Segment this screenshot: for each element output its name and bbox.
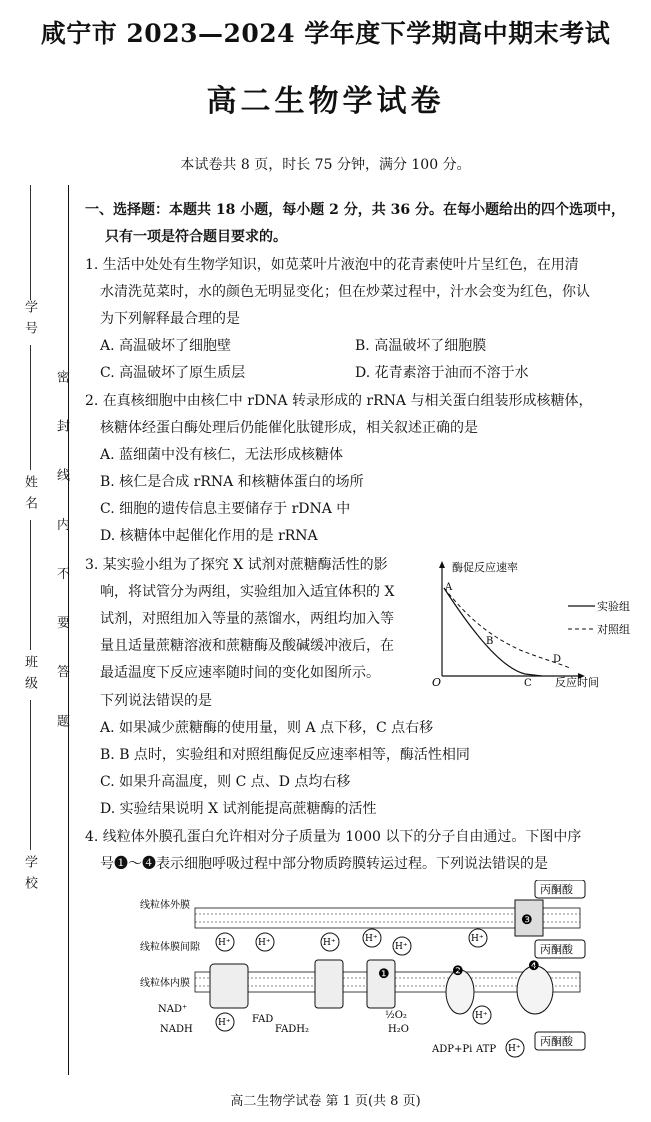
chart-origin: O: [432, 676, 442, 688]
q1-stem-3: 为下列解释最合理的是: [100, 311, 240, 327]
marker-4: ❹: [528, 959, 540, 974]
label-water: H₂O: [388, 1024, 409, 1035]
marker-1: ❶: [378, 967, 390, 982]
q4-stem-1: 4. 线粒体外膜孔蛋白允许相对分子质量为 1000 以下的分子自由通过。下图中序: [85, 829, 582, 845]
label-fad: FAD: [252, 1014, 274, 1025]
q1-option-b: B. 高温破坏了细胞膜: [355, 338, 487, 354]
page-footer: 高二生物学试卷 第 1 页(共 8 页): [230, 1094, 421, 1109]
label-xuexiao: 学 校: [22, 855, 37, 892]
label-xingming: 姓 名: [22, 475, 37, 512]
q3-option-b: B. B 点时，实验组和对照组酶促反应速率相等，酶活性相同: [100, 747, 470, 763]
label-xuehao: 学 号: [22, 300, 37, 337]
section-heading-cont: 只有一项是符合题目要求的。: [105, 229, 287, 245]
q2-option-b: B. 核仁是合成 rRNA 和核糖体蛋白的场所: [100, 474, 364, 490]
q2-stem-2: 核糖体经蛋白酶处理后仍能催化肽键形成，相关叙述正确的是: [100, 420, 478, 436]
marker-3: ❸: [521, 913, 533, 928]
proton-6: H⁺: [471, 934, 484, 944]
exam-intro: 本试卷共 8 页，时长 75 分钟，满分 100 分。: [180, 157, 471, 173]
q3-option-c: C. 如果升高温度，则 C 点、D 点均右移: [100, 774, 351, 790]
q1-option-d: D. 花青素溶于油而不溶于水: [355, 365, 529, 381]
label-inner-membrane: 线粒体内膜: [140, 978, 190, 989]
q3-option-a: A. 如果减少蔗糖酶的使用量，则 A 点下移，C 点右移: [100, 720, 434, 736]
mitochondria-transport-diagram: [140, 880, 620, 1080]
legend-experimental: 实验组: [597, 600, 630, 613]
blank-line-xingming: [30, 345, 31, 470]
marker-2: ❷: [452, 964, 464, 979]
proton-3: H⁺: [323, 938, 336, 948]
blank-line-xuehao: [30, 185, 31, 300]
point-a: A: [445, 582, 453, 593]
point-b: B: [486, 636, 494, 647]
label-nadh: NADH: [160, 1024, 193, 1035]
exam-title: 咸宁市 2023—2024 学年度下学期高中期末考试: [40, 19, 611, 48]
q3-stem-2: 响，将试管分为两组，实验组加入适宜体积的 X: [100, 584, 395, 600]
chart-xlabel: 反应时间: [555, 676, 599, 688]
q1-stem-1: 1. 生活中处处有生物学知识，如苋菜叶片液泡中的花青素使叶片呈红色，在用清: [85, 257, 579, 273]
label-nad: NAD⁺: [158, 1004, 188, 1015]
label-banji: 班 级: [22, 655, 37, 692]
label-fadh2: FADH₂: [275, 1024, 310, 1035]
q3-stem-5: 最适温度下反应速率随时间的变化如图所示。: [100, 665, 380, 681]
proton-9: H⁺: [508, 1044, 521, 1054]
proton-2: H⁺: [258, 938, 271, 948]
point-c: C: [524, 678, 532, 688]
proton-5: H⁺: [395, 942, 408, 952]
q2-option-c: C. 细胞的遗传信息主要储存于 rDNA 中: [100, 501, 351, 517]
sealing-notice: 密 封 线 内 不 要 答 题: [54, 370, 69, 743]
proton-8: H⁺: [475, 1011, 488, 1021]
proton-1: H⁺: [218, 938, 231, 948]
blank-line-banji: [30, 520, 31, 650]
label-intermembrane-space: 线粒体膜间隙: [140, 942, 200, 953]
label-adp: ADP+Pi: [432, 1044, 473, 1055]
label-outer-membrane: 线粒体外膜: [140, 900, 190, 911]
exam-subtitle: 高二生物学试卷: [206, 84, 445, 119]
q3-option-d: D. 实验结果说明 X 试剂能提高蔗糖酶的活性: [100, 801, 377, 817]
proton-7: H⁺: [218, 1018, 231, 1028]
q3-stem-4: 量且适量蔗糖溶液和蔗糖酶及酸碱缓冲液后，在: [100, 638, 394, 654]
q1-option-a: A. 高温破坏了细胞壁: [100, 338, 232, 354]
label-atp: ATP: [476, 1044, 497, 1055]
legend-control: 对照组: [597, 623, 630, 636]
reaction-rate-graph: [430, 558, 645, 688]
point-d: D: [553, 654, 562, 665]
section-heading: 一、选择题：本题共 18 小题，每小题 2 分，共 36 分。在每小题给出的四个选项中，: [85, 202, 625, 218]
q2-option-d: D. 核糖体中起催化作用的是 rRNA: [100, 528, 318, 544]
chart-ylabel: 酶促反应速率: [452, 561, 518, 574]
proton-4: H⁺: [365, 934, 378, 944]
pyruvate-middle: 丙酮酸: [540, 943, 573, 956]
pyruvate-top: 丙酮酸: [540, 883, 573, 896]
q3-stem-3: 试剂，对照组加入等量的蒸馏水，两组均加入等: [100, 611, 394, 627]
q3-stem-1: 3. 某实验小组为了探究 X 试剂对蔗糖酶活性的影: [85, 557, 388, 573]
q4-stem-2: 号❶～❹表示细胞呼吸过程中部分物质跨膜转运过程。下列说法错误的是: [100, 856, 548, 872]
q1-stem-2: 水清洗苋菜时，水的颜色无明显变化；但在炒菜过程中，汁水会变为红色，你认: [100, 284, 590, 300]
blank-line-xuexiao: [30, 700, 31, 850]
q2-option-a: A. 蓝细菌中没有核仁，无法形成核糖体: [100, 447, 344, 463]
pyruvate-bottom: 丙酮酸: [540, 1035, 573, 1048]
label-oxygen: ½O₂: [385, 1010, 407, 1021]
q2-stem-1: 2. 在真核细胞中由核仁中 rDNA 转录形成的 rRNA 与相关蛋白组装形成核糖体，: [85, 393, 593, 409]
q3-stem-6: 下列说法错误的是: [100, 693, 212, 709]
q1-option-c: C. 高温破坏了原生质层: [100, 365, 246, 381]
